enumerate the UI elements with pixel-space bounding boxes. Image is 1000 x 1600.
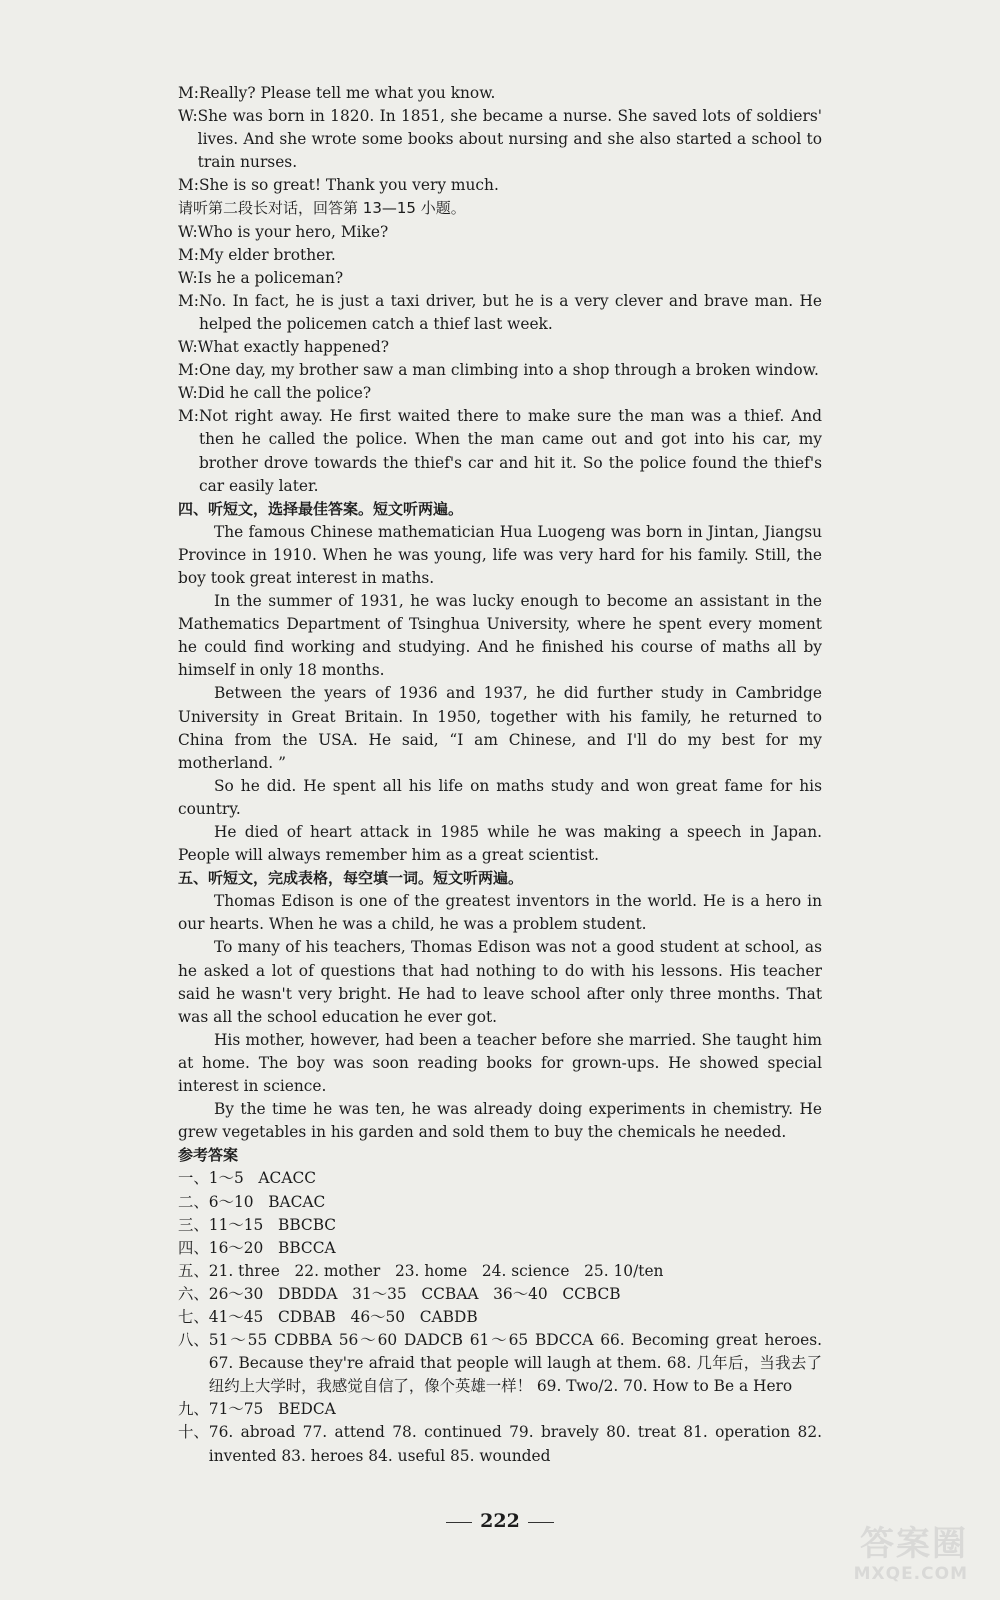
dialogue-part1 bbox=[178, 82, 822, 197]
paragraph: By the time he was ten, he was already doing experiments in chemistry. He grew vegetables in his garden and sold them to buy the chemicals he needed. bbox=[178, 1100, 822, 1142]
answer-line: 七、41～45 CDBAB 46～50 CABDB bbox=[178, 1307, 478, 1326]
speaker: W: bbox=[178, 338, 198, 357]
speaker: M: bbox=[178, 84, 199, 102]
utterance: Is he a policeman? bbox=[197, 268, 344, 287]
section-5 bbox=[178, 867, 822, 1144]
answer-line: 一、1～5 ACACC bbox=[178, 1169, 316, 1188]
answer-line: 二、6～10 BACAC bbox=[178, 1192, 326, 1211]
watermark-url: MXQE.COM bbox=[853, 1564, 968, 1584]
paragraph: His mother, however, had been a teacher before she married. She taught him at home. The boy was soon reading books for grown-ups. He showed special interest in science. bbox=[178, 1030, 822, 1096]
speaker: M: bbox=[178, 291, 199, 310]
dialogue-line bbox=[178, 405, 822, 497]
utterance: What exactly happened? bbox=[197, 338, 389, 357]
answer-line: 五、21. three 22. mother 23. home 24. science 25. 10/ten bbox=[178, 1261, 664, 1280]
paragraph: In the summer of 1931, he was lucky enough to become an assistant in the Mathematics Department of Tsinghua University, where he spent every moment he could find working and studying. And he finished his course of maths all by himself in only 18 months. bbox=[178, 592, 822, 680]
dialogue-line bbox=[178, 221, 822, 244]
speaker: W: bbox=[178, 384, 198, 403]
paragraph: To many of his teachers, Thomas Edison was not a good student at school, as he asked a lot of questions that had nothing to do with his lessons. His teacher said he wasn't very bright. He had to leave school after only three months. That was all the school education he ever got. bbox=[178, 938, 822, 1026]
answer-line: 九、71～75 BEDCA bbox=[178, 1400, 336, 1419]
paragraph: Thomas Edison is one of the greatest inventors in the world. He is a hero in our hearts. When he was a child, he was a problem student. bbox=[178, 892, 822, 934]
speaker: M: bbox=[178, 245, 199, 264]
watermark-logo: 答案圈 bbox=[860, 1524, 968, 1564]
answer-text: 76. abroad 77. attend 78. continued 79. bravely 80. treat 81. operation 82. invented 83. heroes 84. useful 85. wounded bbox=[208, 1423, 822, 1465]
dialogue-line bbox=[178, 359, 822, 382]
answer-line: 三、11～15 BBCBC bbox=[178, 1215, 337, 1234]
section-4 bbox=[178, 498, 822, 868]
answer-key-heading: 参考答案 bbox=[178, 1146, 239, 1165]
section-heading: 五、听短文，完成表格，每空填一词。短文听两遍。 bbox=[178, 869, 524, 888]
utterance: Not right away. He first waited there to make sure the man was a thief. And then he called the police. When the man came out and got into his car, my brother drove towards the thief's car and hit it. So the police found the thief's car easily later. bbox=[198, 407, 822, 495]
utterance: She was born in 1820. In 1851, she became a nurse. She saved lots of soldiers' lives. And she wrote some books about nursing and she also started a school to train nurses. bbox=[197, 107, 822, 172]
utterance: No. In fact, he is just a taxi driver, but he is a very clever and brave man. He helped the policemen catch a thief last week. bbox=[198, 291, 822, 333]
utterance: She is so great! Thank you very much. bbox=[198, 176, 499, 195]
dialogue-line bbox=[178, 244, 822, 267]
page-number-value: 222 bbox=[480, 1510, 520, 1532]
paragraph: The famous Chinese mathematician Hua Luogeng was born in Jintan, Jiangsu Province in 1910. When he was young, life was very hard for his family. Still, the boy took great interest in maths. bbox=[178, 522, 822, 587]
dialogue-line bbox=[178, 267, 822, 290]
page-number-dash bbox=[528, 1522, 554, 1523]
dialogue-line bbox=[178, 174, 822, 197]
paragraph: So he did. He spent all his life on maths study and won great fame for his country. bbox=[178, 776, 822, 818]
utterance: My elder brother. bbox=[198, 245, 336, 264]
page-content bbox=[178, 82, 822, 1468]
instruction-13-15: 请听第二段长对话，回答第 13—15 小题。 bbox=[178, 199, 466, 218]
dialogue-part2 bbox=[178, 221, 822, 498]
answer-number: 八、 bbox=[178, 1331, 209, 1350]
dialogue-line bbox=[178, 82, 822, 105]
paragraph: Between the years of 1936 and 1937, he did further study in Cambridge University in Great Britain. In 1950, together with his family, he returned to China from the USA. He said, “I am Chinese, and I'll do my best for my motherland. ” bbox=[178, 684, 822, 772]
watermark bbox=[818, 1514, 978, 1586]
paragraph: He died of heart attack in 1985 while he was making a speech in Japan. People will always remember him as a great scientist. bbox=[178, 823, 822, 865]
speaker: W: bbox=[178, 268, 198, 287]
answer-line bbox=[178, 1421, 822, 1467]
dialogue-line bbox=[178, 382, 822, 405]
answer-line: 六、26～30 DBDDA 31～35 CCBAA 36～40 CCBCB bbox=[178, 1284, 621, 1303]
speaker: M: bbox=[178, 361, 199, 380]
answer-number: 十、 bbox=[178, 1423, 209, 1442]
utterance: One day, my brother saw a man climbing into a shop through a broken window. bbox=[198, 361, 819, 380]
answer-text: 51～55 CDBBA 56～60 DADCB 61～65 BDCCA 66. Becoming great heroes. 67. Because they're afraid that people will laugh at them. 68. 几年后，当我去了纽约上大学时，我感觉自信了，像个英雄一样！ 69. Two/2. 70. How to Be a Hero bbox=[208, 1331, 822, 1396]
speaker: M: bbox=[178, 176, 199, 195]
answer-line bbox=[178, 1329, 822, 1398]
dialogue-line bbox=[178, 336, 822, 359]
answer-key bbox=[178, 1144, 822, 1467]
utterance: Really? Please tell me what you know. bbox=[198, 84, 496, 102]
page-number-dash bbox=[446, 1522, 472, 1523]
speaker: W: bbox=[178, 107, 198, 126]
section-heading: 四、听短文，选择最佳答案。短文听两遍。 bbox=[178, 499, 464, 518]
dialogue-line bbox=[178, 105, 822, 174]
speaker: W: bbox=[178, 222, 198, 241]
speaker: M: bbox=[178, 407, 199, 426]
answer-line: 四、16～20 BBCCA bbox=[178, 1238, 336, 1257]
utterance: Did he call the police? bbox=[197, 384, 372, 403]
dialogue-line bbox=[178, 290, 822, 336]
utterance: Who is your hero, Mike? bbox=[197, 222, 389, 241]
